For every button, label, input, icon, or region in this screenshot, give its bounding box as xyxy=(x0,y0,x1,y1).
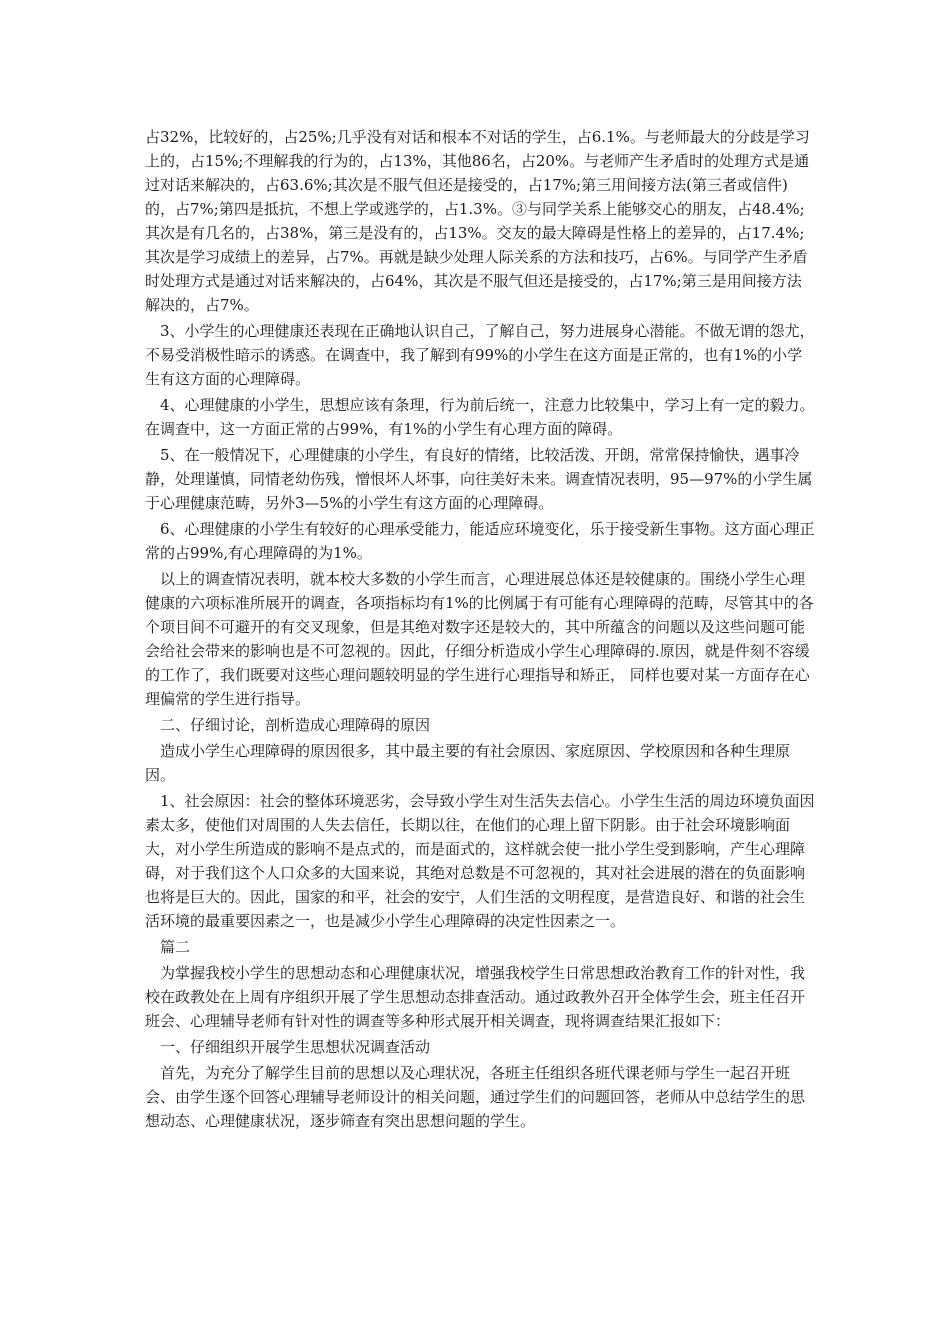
paragraph-survey-activity: 首先，为充分了解学生目前的思想以及心理状况，各班主任组织各班代课老师与学生一起召开班会、由学生逐个回答心理辅导老师设计的相关问题，通过学生们的问题回答，老师从中总结学生的思想动态、心理健康状况，逐步筛查有突出思想问题的学生。 xyxy=(145,1064,806,1130)
section-heading-causes: 二、仔细讨论，剖析造成心理障碍的原因 xyxy=(160,716,431,734)
paragraph-point-4: 4、心理健康的小学生，思想应该有条理，行为前后统一，注意力比较集中，学习上有一定的毅力。在调查中，这一方面正常的占99%，有1%的小学生有心理方面的障碍。 xyxy=(145,396,815,438)
paragraph-summary: 以上的调查情况表明，就本校大多数的小学生而言，心理进展总体还是较健康的。围绕小学生心理健康的六项标准所展开的调查，各项指标均有1%的比例属于有可能有心理障碍的范畴，尽管其中的各个项目间不可避开的有交叉现象，但是其绝对数字还是较大的，其中所蕴含的问题以及这些问题可能会给社会带来的影响也是不可忽视的。因此，仔细分析造成小学生心理障碍的.原因，就是件刻不容缓的工作了，我们既要对这些心理问题较明显的学生进行心理指导和矫正， 同样也要对某一方面存在心理偏常的学生进行指导。 xyxy=(145,570,814,708)
section-heading-survey-activity: 一、仔细组织开展学生思想状况调查活动 xyxy=(160,1038,431,1056)
paragraph-point-6: 6、心理健康的小学生有较好的心理承受能力，能适应环境变化，乐于接受新生事物。这方面心理正常的占99%,有心理障碍的为1%。 xyxy=(145,520,815,562)
paragraph-causes-intro: 造成小学生心理障碍的原因很多，其中最主要的有社会原因、家庭原因、学校原因和各种生理原因。 xyxy=(145,742,791,784)
paragraph-point-5: 5、在一般情况下，心理健康的小学生，有良好的情绪，比较活泼、开朗，常常保持愉快，遇事冷静，处理谨慎，同情老幼伤残，憎恨坏人坏事，向往美好未来。调查情况表明，95—97%的小学生属于心理健康范畴，另外3—5%的小学生有这方面的心理障碍。 xyxy=(145,446,813,512)
paragraph-point-3: 3、小学生的心理健康还表现在正确地认识自己，了解自己，努力进展身心潜能。不做无谓的怨尤，不易受消极性暗示的诱惑。在调查中，我了解到有99%的小学生在这方面是正常的，也有1%的小学生有这方面的心理障碍。 xyxy=(145,322,815,388)
document-body xyxy=(145,125,815,1135)
paragraph-survey-stats: 占32%，比较好的，占25%;几乎没有对话和根本不对话的学生，占6.1%。与老师最大的分歧是学习上的，占15%;不理解我的行为的，占13%，其他86名，占20%。与老师产生矛盾时的处理方式是通过对话来解决的，占63.6%;其次是不服气但还是接受的，占17%;第三用间接方法(第三者或信件)的，占7%;第四是抵抗，不想上学或逃学的，占1.3%。③与同学关系上能够交心的朋友，占48.4%;其次是有几名的，占38%，第三是没有的，占13%。交友的最大障碍是性格上的差异的，占17.4%;其次是学习成绩上的差异，占7%。再就是缺少处理人际关系的方法和技巧，占6%。与同学产生矛盾时处理方式是通过对话来解决的，占64%，其次是不服气但还是接受的，占17%;第三是用间接方法解决的，占7%。 xyxy=(145,128,810,314)
paragraph-social-causes: 1、社会原因：社会的整体环境恶劣，会导致小学生对生活失去信心。小学生生活的周边环境负面因素太多，使他们对周围的人失去信任，长期以往，在他们的心理上留下阴影。由于社会环境影响面大，对小学生所造成的影响不是点式的，而是面式的，这样就会使一批小学生受到影响，产生心理障碍，对于我们这个人口众多的大国来说，其绝对总数是不可忽视的，其对社会进展的潜在的负面影响也将是巨大的。因此，国家的和平，社会的安宁，人们生活的文明程度，是营造良好、和谐的社会生活环境的最重要因素之一，也是减少小学生心理障碍的决定性因素之一。 xyxy=(145,792,815,930)
paragraph-part-two-intro: 为掌握我校小学生的思想动态和心理健康状况，增强我校学生日常思想政治教育工作的针对性，我校在政教处在上周有序组织开展了学生思想动态排查活动。通过政教外召开全体学生会，班主任召开班会、心理辅导老师有针对性的调查等多种形式展开相关调查，现将调查结果汇报如下： xyxy=(145,964,806,1030)
section-heading-part-two: 篇二 xyxy=(160,938,191,956)
